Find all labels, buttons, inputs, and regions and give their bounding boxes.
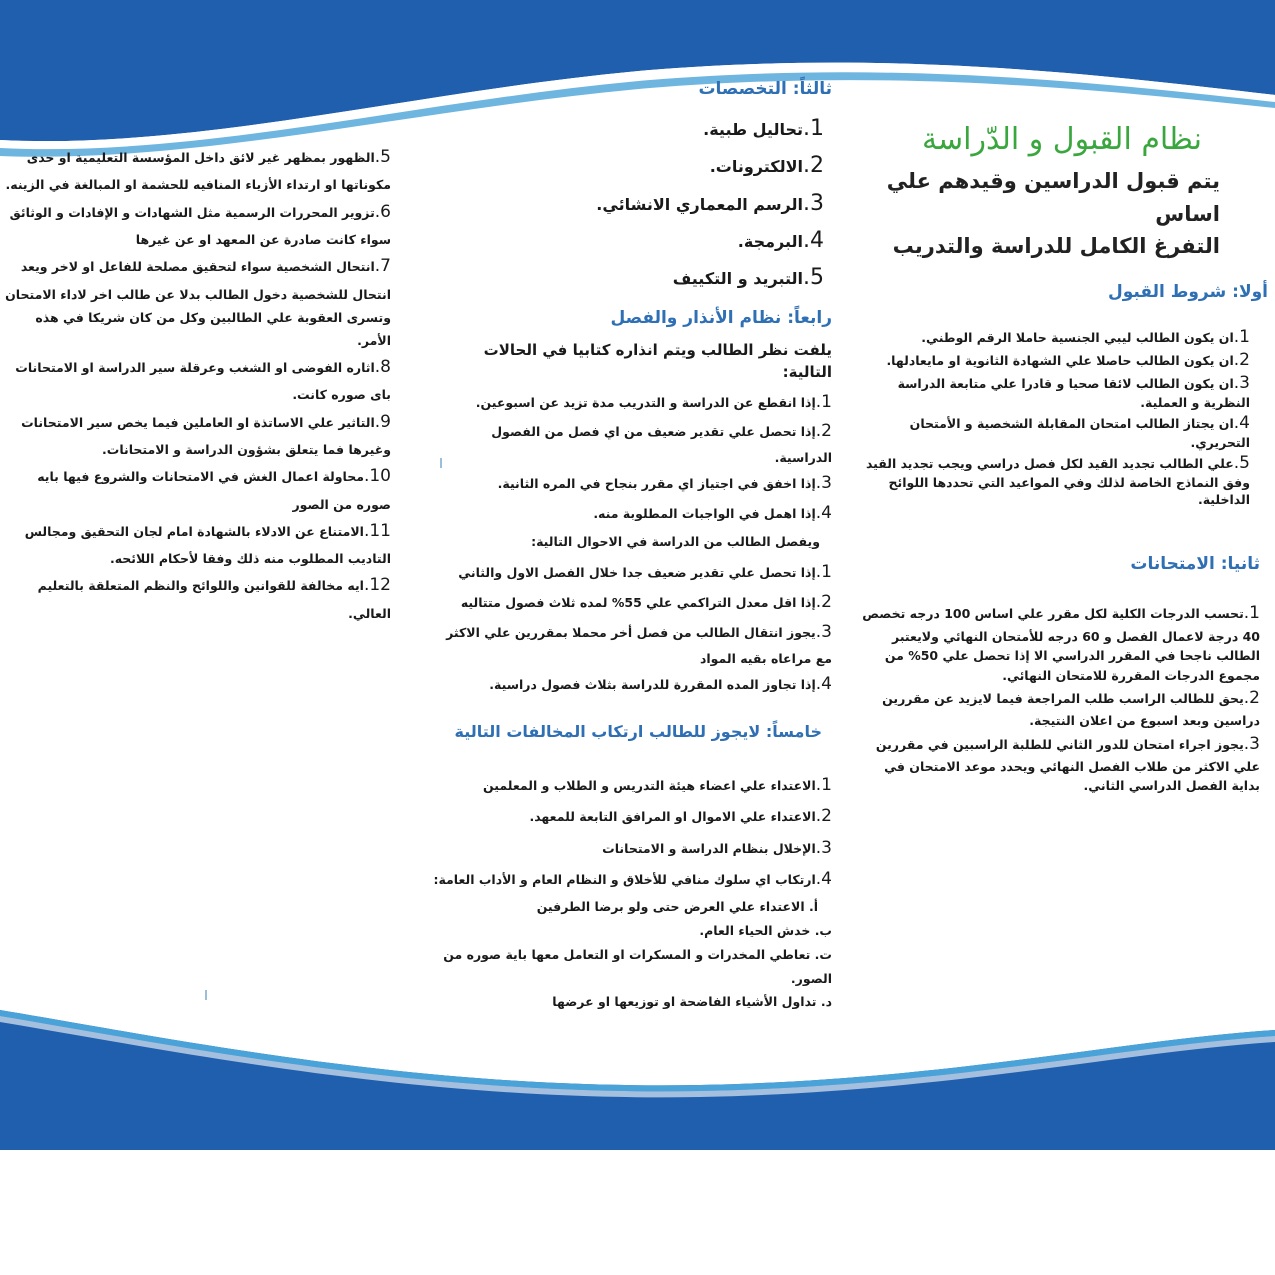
middle-panel: [432, 78, 832, 1014]
item-text: ان يكون الطالب لائقا صحيا و قادرا علي متابعة الدراسة النظرية و العملية.: [897, 376, 1250, 411]
violation-item-4: [432, 864, 832, 895]
violation-sub-b: ب. خدش الحياء العام.: [699, 923, 832, 939]
item-text: انتحال الشخصية سواء لتحقيق مصلحة للفاعل او لاخر ويعد انتحال للشخصية دخول الطالب بدلا عن طالب اخر لاداء الامتحان وتسرى العقوبة علي الطالبين وكل من كان شريكا في هذه الأمر.: [5, 259, 391, 348]
specialties-heading: ثالثاً: التخصصات: [698, 79, 832, 99]
warning-item-2: [432, 417, 832, 469]
item-number: 3.: [815, 472, 832, 493]
item-number: 2.: [815, 592, 832, 613]
item-text: الاعتداء علي الاموال او المرافق التابعة للمعهد.: [529, 809, 816, 825]
warning-item-3: [432, 469, 832, 499]
item-text: اثاره الفوضى او الشغب وعرقلة سير الدراسة او الامتحانات باى صوره كانت.: [15, 359, 391, 403]
warning-heading: رابعاً: نظام الأنذار والفصل: [610, 307, 832, 328]
specialty-item-2: [432, 147, 824, 184]
item-number: 2.: [815, 806, 832, 827]
admission-list: [858, 326, 1260, 508]
item-number: 4.: [815, 869, 832, 889]
item-text: تحسب الدرجات الكلية لكل مقرر علي اساس 100 درجه تخصص 40 درجة لاعمال الفصل و 60 درجه للأمتحان النهائي ولايعتبر الطالب ناجحا في المقرر الدراسي الا إذا تحصل علي 50% من مجموع الدرجات المقررة للامتحان النهائي.: [862, 606, 1260, 683]
admission-item-5: [858, 452, 1250, 509]
item-number: 5.: [374, 147, 391, 167]
item-text: يجوز اجراء امتحان للدور الثاني للطلبة الراسبين في مقررين علي الاكثر من طلاب الفصل النهائي ويحدد موعد الامتحان في بداية الفصل الدراسي الثاني.: [875, 736, 1260, 794]
item-text: يجوز انتقال الطالب من فصل أخر محملا بمقررين علي الاكثر مع مراعاه بقيه المواد: [446, 624, 832, 666]
item-number: 3.: [815, 621, 832, 642]
item-number: 4.: [803, 227, 824, 253]
item-number: 7.: [374, 256, 391, 277]
item-number: 9.: [374, 411, 391, 432]
admission-item-1: [858, 326, 1250, 349]
item-number: 3.: [815, 837, 832, 858]
intro-line-2: التفرغ الكامل للدراسة والتدريب: [892, 234, 1220, 259]
specialty-item-3: [432, 185, 824, 222]
warning-item-4: [432, 499, 832, 529]
violation-sub-c: ت. تعاطي المخدرات و المسكرات او التعامل معها باية صوره من الصور.: [443, 946, 832, 986]
item-text: الالكترونات.: [709, 157, 803, 177]
violations-list: [432, 770, 832, 896]
bottom-wave-band: [0, 1000, 1275, 1150]
brochure-title: نظام القبول و الدّراسة: [921, 122, 1202, 157]
item-number: 1.: [1243, 603, 1260, 624]
item-number: 8.: [374, 356, 391, 377]
item-number: 4.: [815, 502, 832, 523]
violation-item-5: [0, 142, 391, 197]
violation-item-11: [0, 516, 391, 571]
item-number: 2.: [803, 153, 824, 179]
item-number: 2.: [1243, 687, 1260, 708]
item-number: 4.: [815, 673, 832, 694]
item-number: 1.: [803, 115, 824, 141]
exams-heading: ثانيا: الامتحانات: [1130, 553, 1260, 574]
item-text: إذا تجاوز المده المقررة للدراسة بثلاث فصول دراسية.: [489, 676, 816, 692]
violations-continued-list: [0, 142, 397, 625]
fold-mark: [440, 458, 442, 468]
right-panel: [858, 120, 1268, 796]
item-text: التبريد و التكييف: [672, 269, 803, 289]
fold-mark: [205, 990, 207, 1000]
violation-item-9: [0, 407, 391, 462]
violation-item-8: [0, 352, 391, 407]
item-number: 1.: [815, 391, 832, 412]
item-text: يحق للطالب الراسب طلب المراجعة فيما لايزيد عن مقررين دراسين وبعد اسبوع من اعلان النتيجة.: [882, 690, 1260, 729]
violation-item-7: [0, 251, 391, 352]
specialty-item-4: [432, 222, 824, 259]
item-text: ايه مخالفة للقوانين واللوائح والنظم المتعلقة بالتعليم العالي.: [37, 578, 391, 621]
left-panel: [0, 142, 397, 625]
violation-item-10: [0, 461, 391, 516]
admission-heading: أولا: شروط القبول: [1108, 281, 1268, 302]
specialty-item-5: [432, 259, 824, 296]
item-number: 11.: [363, 520, 391, 541]
item-number: 1.: [815, 562, 832, 583]
intro-line-1: يتم قبول الدراسين وقيدهم علي اساس: [886, 169, 1220, 226]
item-number: 2.: [815, 421, 832, 442]
item-number: 1.: [1233, 327, 1250, 348]
item-text: تحاليل طبية.: [703, 119, 803, 139]
specialty-item-1: [432, 110, 824, 147]
item-number: 6.: [374, 201, 391, 222]
item-number: 5.: [1233, 452, 1250, 473]
item-text: علي الطالب تجديد القيد لكل فصل دراسي ويجب تجديد القيد وفق النماذج الخاصة لذلك وفي المواعيد التي تحددها اللوائح الداخلية.: [865, 455, 1250, 507]
violation-item-6: [0, 197, 391, 252]
item-number: 10.: [363, 466, 391, 487]
item-text: إذا اخفق في اجتياز اي مقرر بنجاح في المره الثانية.: [497, 475, 816, 491]
admission-item-2: [858, 349, 1250, 372]
violation-sub-a: أ. الاعتداء علي العرض حتى ولو برضا الطرفين: [536, 899, 818, 915]
dismissal-list: [432, 558, 832, 699]
item-number: 3.: [1233, 373, 1250, 394]
item-text: الامتناع عن الادلاء بالشهادة امام لجان التحقيق ومجالس التاديب المطلوب منه ذلك وفقا لأحكام اللائحه.: [24, 523, 391, 567]
item-text: ارتكاب اي سلوك منافي للأخلاق و النظام العام و الأداب العامة:: [433, 872, 816, 887]
item-text: البرمجة.: [737, 231, 803, 251]
dismissal-lead: ويفصل الطالب من الدراسة في الاحوال التالية:: [531, 534, 820, 550]
exams-item-3: [858, 731, 1260, 796]
item-number: 3.: [803, 190, 824, 216]
dismissal-item-3: [432, 618, 832, 670]
item-number: 1.: [815, 774, 832, 795]
item-text: إذا اقل معدل التراكمي علي 55% لمده ثلاث فصول متتاليه: [460, 595, 816, 611]
exams-item-2: [858, 685, 1260, 731]
exams-item-1: [858, 600, 1260, 684]
violation-item-1: [432, 770, 832, 801]
item-text: تزوير المحررات الرسمية مثل الشهادات و الإفادات و الوثائق سواء كانت صادرة عن المعهد او عن غيرها: [9, 204, 391, 247]
item-number: 5.: [803, 265, 824, 291]
admission-item-3: [858, 372, 1250, 412]
item-text: ان يجتاز الطالب امتحان المقابلة الشخصية و الأمتحان التحريري.: [909, 416, 1250, 451]
violation-sub-d: د. تداول الأشياء الفاضحة او توزيعها او عرضها: [552, 994, 832, 1010]
dismissal-item-4: [432, 670, 832, 700]
item-text: ان يكون الطالب حاصلا علي الشهادة الثانوية او مايعادلها.: [886, 353, 1234, 369]
item-text: الظهور بمظهر غير لائق داخل المؤسسة التعليمية او حدى مكوناتها او ارتداء الأزياء المنافيه للحشمة او المبالغة في الزينه.: [5, 150, 391, 193]
violation-item-12: [0, 570, 391, 625]
item-number: 12.: [363, 575, 391, 596]
item-text: إذا تحصل علي تقدير ضعيف من اي فصل من الفصول الدراسية.: [491, 424, 832, 466]
warning-item-1: [432, 388, 832, 418]
item-text: إذا اهمل في الواجبات المطلوبة منه.: [593, 505, 816, 521]
violation-item-3: [432, 833, 832, 864]
item-text: الرسم المعماري الانشائي.: [596, 194, 803, 214]
item-text: إذا انقطع عن الدراسة و التدريب مدة تزيد عن اسبوعين.: [475, 394, 816, 410]
item-text: إذا تحصل علي تقدير ضعيف جدا خلال الفصل الاول والثاني: [458, 565, 816, 581]
exams-list: [858, 600, 1260, 795]
warning-list: [432, 388, 832, 529]
item-text: محاولة اعمال الغش في الامتحانات والشروع فيها بايه صوره من الصور: [37, 469, 391, 512]
item-text: ان يكون الطالب ليبي الجنسية حاملا الرقم الوطني.: [921, 330, 1234, 346]
item-text: الإخلال بنظام الدراسة و الامتحانات: [602, 840, 816, 856]
specialties-list: [432, 110, 832, 297]
violation-item-2: [432, 801, 832, 832]
item-number: 4.: [1233, 413, 1250, 434]
item-number: 2.: [1233, 350, 1250, 371]
warning-lead: يلفت نظر الطالب ويتم انذاره كتابيا في الحالات التالية:: [483, 340, 832, 382]
dismissal-item-2: [432, 588, 832, 618]
dismissal-item-1: [432, 558, 832, 588]
item-text: التاثير علي الاساتذة او العاملين فيما يخص سير الامتحانات وغيرها فما يتعلق بشؤون الدراسة و الامتحانات.: [21, 414, 391, 457]
admission-item-4: [858, 412, 1250, 452]
violations-heading: خامساً: لايجوز للطالب ارتكاب المخالفات التالية: [454, 722, 822, 742]
item-number: 3.: [1243, 733, 1260, 754]
item-text: الاعتداء علي اعضاء هيئة التدريس و الطلاب و المعلمين: [483, 777, 816, 793]
